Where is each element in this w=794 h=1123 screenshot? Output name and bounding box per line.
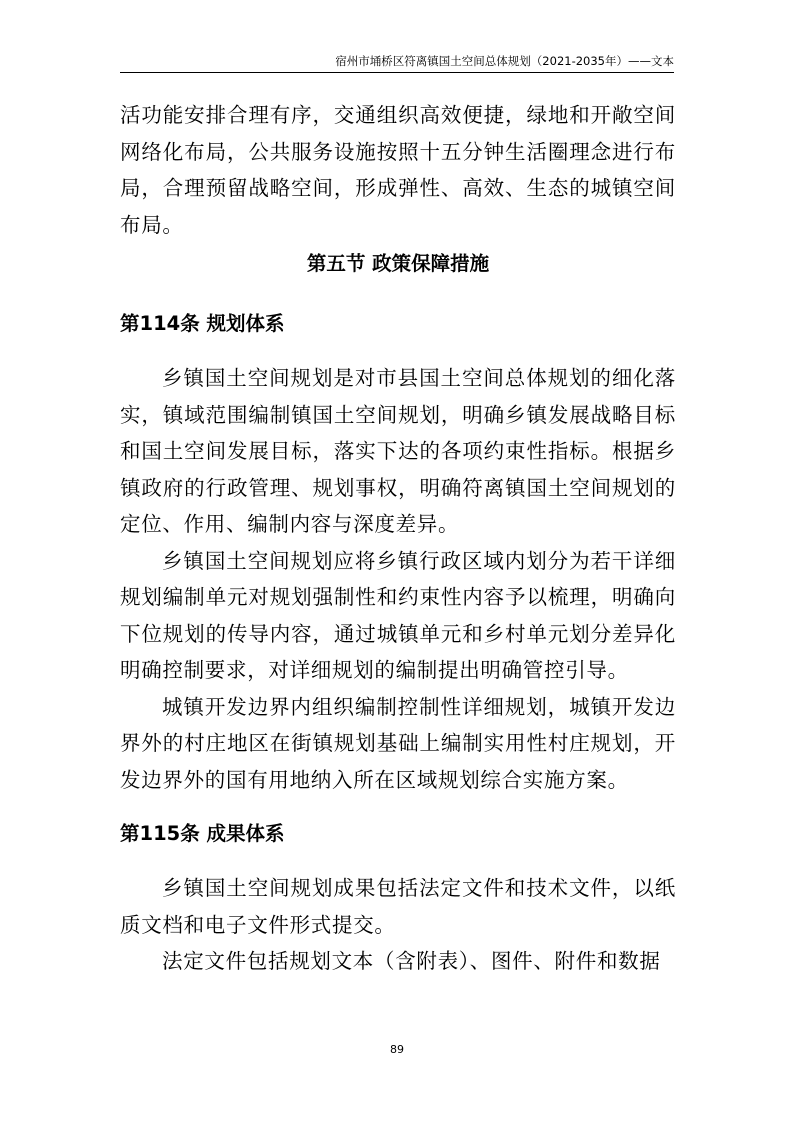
article-114-paragraph-3: 城镇开发边界内组织编制控制性详细规划，城镇开发边界外的村庄地区在街镇规划基础上编制实用性村庄规划，开发边界外的国有用地纳入所在区域规划综合实施方案。: [120, 694, 676, 792]
article-114-paragraph-1: 乡镇国土空间规划是对市县国土空间总体规划的细化落实，镇域范围编制镇国土空间规划，明确乡镇发展战略目标和国土空间发展目标，落实下达的各项约束性指标。根据乡镇政府的行政管理、规划事权，明确符离镇国土空间规划的定位、作用、编制内容与深度差异。: [120, 366, 676, 536]
article-115-paragraph-1: 乡镇国土空间规划成果包括法定文件和技术文件，以纸质文档和电子文件形式提交。: [120, 876, 676, 937]
page-number: 89: [390, 1043, 404, 1056]
article-115-paragraph-2: 法定文件包括规划文本（含附表）、图件、附件和数据: [162, 949, 661, 973]
intro-paragraph: 活功能安排合理有序，交通组织高效便捷，绿地和开敞空间网络化布局，公共服务设施按照十五分钟生活圈理念进行布局，合理预留战略空间，形成弹性、高效、生态的城镇空间布局。: [120, 103, 676, 237]
article-114-paragraph-2: 乡镇国土空间规划应将乡镇行政区域内划分为若干详细规划编制单元对规划强制性和约束性内容予以梳理，明确向下位规划的传导内容，通过城镇单元和乡村单元划分差异化明确控制要求，对详细规划的编制提出明确管控引导。: [120, 548, 676, 682]
article-115-title: 第115条 成果体系: [120, 822, 285, 845]
article-114-title: 第114条 规划体系: [120, 312, 285, 335]
page-content: [120, 97, 676, 980]
header-title: 宿州市埇桥区符离镇国土空间总体规划（2021-2035年）——文本: [335, 54, 674, 68]
running-header: [120, 52, 674, 73]
section-title: 第五节 政策保障措施: [306, 252, 490, 275]
